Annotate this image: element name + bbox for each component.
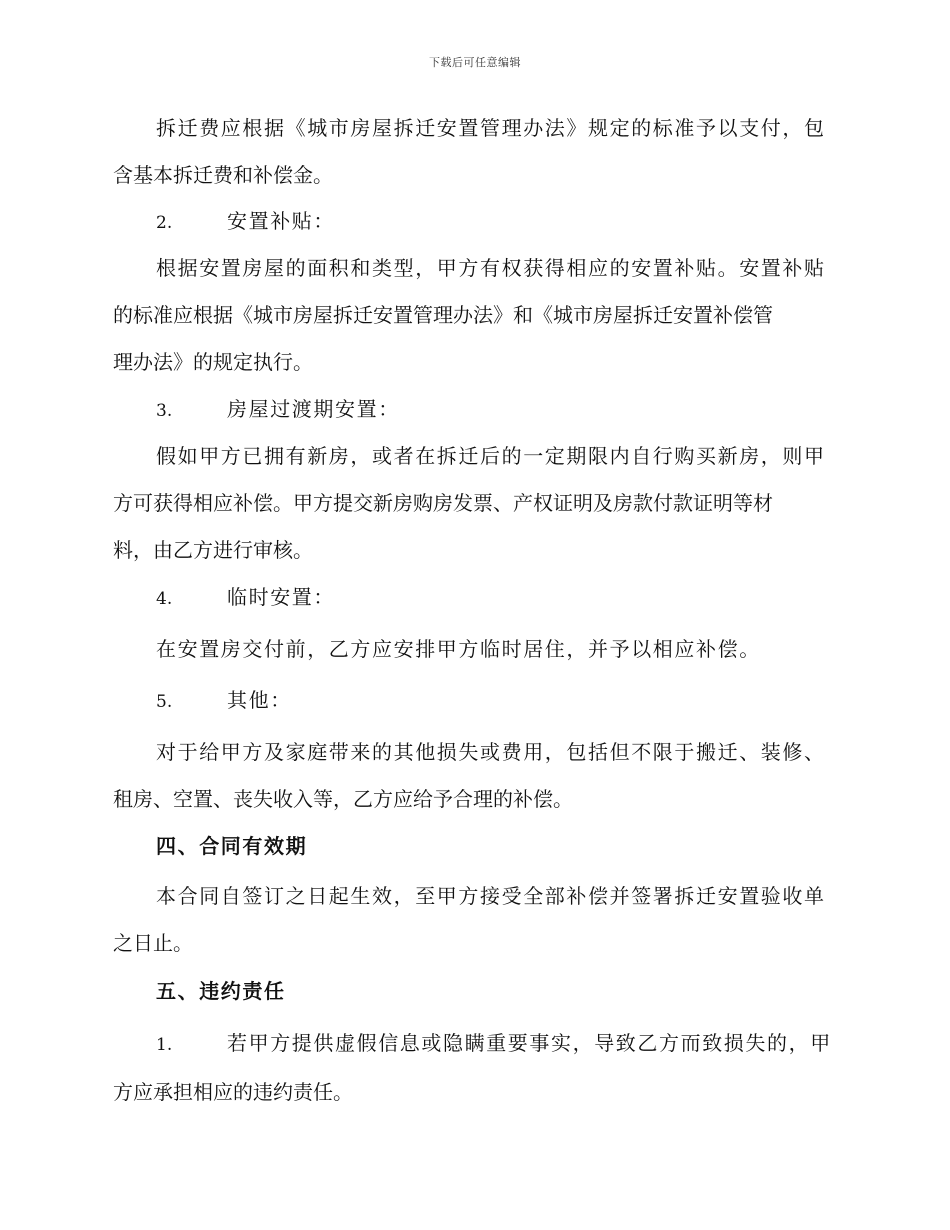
- list-item-false-info: [113, 1020, 833, 1116]
- list-number: 3.: [156, 401, 173, 421]
- section-heading-breach: [113, 968, 833, 1015]
- text-line: 料，由乙方进行审核。: [113, 538, 313, 562]
- text-line: 在安置房交付前，乙方应安排甲方临时居住，并予以相应补偿。: [156, 637, 761, 661]
- list-number: 1.: [156, 1035, 173, 1055]
- section-heading-validity: [113, 823, 833, 870]
- list-item-temporary: [113, 574, 833, 623]
- list-title: 临时安置：: [227, 585, 335, 609]
- list-item-resettlement-subsidy: [113, 198, 833, 247]
- text-line: 理办法》的规定执行。: [113, 350, 313, 374]
- text-line: 租房、空置、丧失收入等，乙方应给予合理的补偿。: [113, 787, 573, 811]
- text-line: 之日止。: [113, 931, 193, 955]
- list-title: 安置补贴：: [227, 209, 335, 233]
- paragraph-validity: [113, 873, 833, 967]
- list-number: 2.: [156, 213, 173, 233]
- paragraph-demolition-fee: [113, 105, 833, 199]
- paragraph-temporary: [113, 626, 833, 673]
- list-number: 4.: [156, 589, 173, 609]
- list-title: 房屋过渡期安置：: [227, 397, 400, 421]
- text-line: 的标准应根据《城市房屋拆迁安置管理办法》和《城市房屋拆迁安置补偿管: [113, 303, 773, 327]
- list-title: 若甲方提供虚假信息或隐瞒重要事实，导致乙方而致损失的，甲: [227, 1031, 832, 1055]
- section-heading: 四、合同有效期: [156, 834, 308, 858]
- list-item-other: [113, 677, 833, 726]
- text-line: 方可获得相应补偿。甲方提交新房购房发票、产权证明及房款付款证明等材: [113, 491, 773, 515]
- page-header: 下载后可任意编辑: [429, 56, 521, 69]
- text-line: 本合同自签订之日起生效，至甲方接受全部补偿并签署拆迁安置验收单: [156, 884, 826, 908]
- section-heading: 五、违约责任: [156, 979, 286, 1003]
- paragraph-other: [113, 729, 833, 823]
- text-line: 假如甲方已拥有新房，或者在拆迁后的一定期限内自行购买新房，则甲: [156, 444, 826, 468]
- text-line: 含基本拆迁费和补偿金。: [113, 163, 333, 187]
- text-line: 方应承担相应的违约责任。: [113, 1080, 353, 1104]
- list-number: 5.: [156, 692, 173, 712]
- list-item-transition: [113, 386, 833, 435]
- paragraph-subsidy: [113, 245, 833, 386]
- text-line: 根据安置房屋的面积和类型，甲方有权获得相应的安置补贴。安置补贴: [156, 256, 826, 280]
- text-line: 拆迁费应根据《城市房屋拆迁安置管理办法》规定的标准予以支付，包: [156, 116, 826, 140]
- text-line: 对于给甲方及家庭带来的其他损失或费用，包括但不限于搬迁、装修、: [156, 740, 826, 764]
- list-title: 其他：: [227, 688, 292, 712]
- paragraph-transition: [113, 433, 833, 574]
